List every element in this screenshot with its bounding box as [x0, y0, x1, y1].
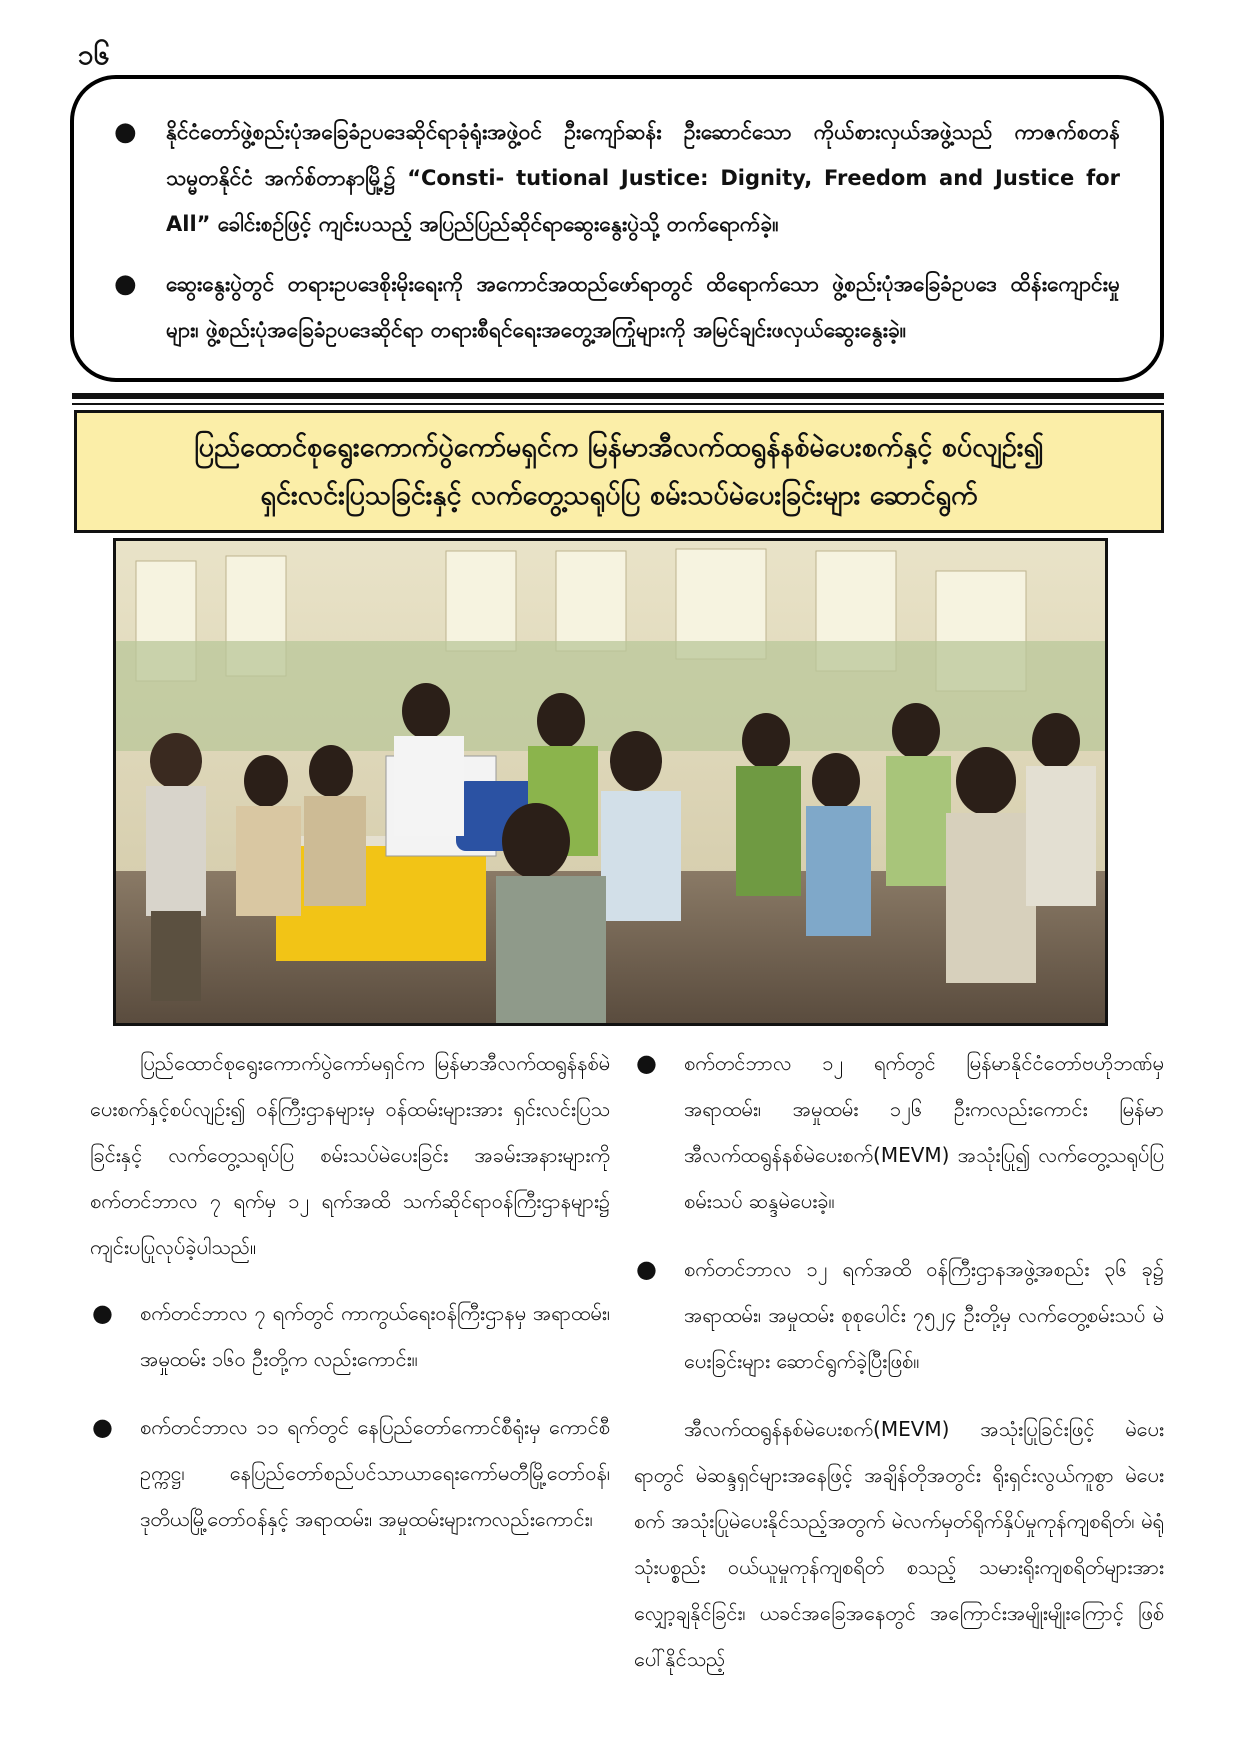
closing-paragraph: အီလက်ထရွန်နစ်မဲပေးစက်(MEVM) အသုံးပြုခြင်းဖြင့် မဲပေးရာတွင် မဲဆန္ဒရှင်များအနေဖြင့် အချိန်တိုအတွင်း ရိုးရှင်းလွယ်ကူစွာ မဲပေးစက် အသုံးပြုမဲပေးနိုင်သည့်အတွက် မဲလက်မှတ်ရိုက်နှိပ်မှုကုန်ကျစရိတ်၊ မဲရုံသုံးပစ္စည်း ဝယ်ယူမှုကုန်ကျစရိတ် စသည့် သမားရိုးကျစရိတ်များအား လျှော့ချနိုင်ခြင်း၊ ယခင်အခြေအနေတွင် အကြောင်းအမျိုးမျိုးကြောင့် ဖြစ်ပေါ်နိုင်သည့်: [634, 1417, 1164, 1671]
intro-paragraph: ပြည်ထောင်စုရွေးကောက်ပွဲကော်မရှင်က မြန်မာအီလက်ထရွန်နစ်မဲပေးစက်နှင့်စပ်လျဉ်း၍ ဝန်ကြီးဌာနများမှ ဝန်ထမ်းများအား ရှင်းလင်းပြသခြင်းနှင့် လက်တွေ့သရုပ်ပြ စမ်းသပ်မဲပေးခြင်း အခမ်းအနားများကို စက်တင်ဘာလ ၇ ရက်မှ ၁၂ ရက်အထိ သက်ဆိုင်ရာဝန်ကြီးဌာနများ၌ ကျင်းပပြုလုပ်ခဲ့ပါသည်။: [90, 1051, 610, 1259]
page-number: ၁၆: [78, 38, 110, 71]
bullet-icon: ●: [114, 269, 137, 299]
event-photo-illustration: [116, 541, 1105, 1023]
list-item: [90, 1290, 610, 1382]
right-column: [634, 1040, 1164, 1702]
notice-item: [114, 261, 1120, 353]
headline-line-2: ရှင်းလင်းပြသခြင်းနှင့် လက်တွေ့သရုပ်ပြ စမ်းသပ်မဲပေးခြင်းများ ဆောင်ရွက်: [260, 479, 978, 511]
list-item: [634, 1040, 1164, 1224]
notice-box: [70, 75, 1164, 382]
article-headline: [74, 410, 1164, 533]
bullet-icon: ●: [636, 1255, 657, 1283]
bullet-icon: ●: [114, 117, 137, 147]
notice-text: နိုင်ငံတော်ဖွဲ့စည်းပုံအခြေခံဥပဒေဆိုင်ရာခုံရုံးအဖွဲ့ဝင် ဦးကျော်ဆန်း ဦးဆောင်သော ကိုယ်စားလှယ်အဖွဲ့သည် ကာဇက်စတန်သမ္မတနိုင်ငံ အက်စ်တာနာမြို့၌ “Consti- tutional Justice: Dignity, Freedom and Justice for All” ခေါင်းစဉ်ဖြင့် ကျင်းပသည့် အပြည်ပြည်ဆိုင်ရာဆွေးနွေးပွဲသို့ တက်ရောက်ခဲ့။: [166, 120, 1120, 236]
bullet-icon: ●: [92, 1413, 113, 1441]
notice-item: [114, 109, 1120, 247]
divider-thin: [72, 403, 1164, 405]
notice-text: ဆွေးနွေးပွဲတွင် တရားဥပဒေစိုးမိုးရေးကို အကောင်အထည်ဖော်ရာတွင် ထိရောက်သော ဖွဲ့စည်းပုံအခြေခံဥပဒေ ထိန်းကျောင်းမှုများ၊ ဖွဲ့စည်းပုံအခြေခံဥပဒေဆိုင်ရာ တရားစီရင်ရေးအတွေ့အကြုံများကို အမြင်ချင်းဖလှယ်ဆွေးနွေးခဲ့။: [166, 272, 1120, 342]
list-item-text: စက်တင်ဘာလ ၇ ရက်တွင် ကာကွယ်ရေးဝန်ကြီးဌာနမှ အရာထမ်း၊ အမှုထမ်း ၁၆၀ ဦးတို့က လည်းကောင်း။: [140, 1301, 610, 1371]
headline-line-1: ပြည်ထောင်စုရွေးကောက်ပွဲကော်မရှင်က မြန်မာအီလက်ထရွန်နစ်မဲပေးစက်နှင့် စပ်လျဉ်း၍: [194, 431, 1044, 463]
left-column: [90, 1040, 610, 1564]
list-item-text: စက်တင်ဘာလ ၁၂ ရက်အထိ ဝန်ကြီးဌာနအဖွဲ့အစည်း ၃၆ ခု၌ အရာထမ်း၊ အမှုထမ်း စုစုပေါင်း ၇၅၂၄ ဦးတို့မှ လက်တွေ့စမ်းသပ် မဲပေးခြင်းများ ဆောင်ရွက်ခဲ့ပြီးဖြစ်။: [684, 1257, 1164, 1373]
article-photo: [113, 538, 1108, 1026]
list-item: [634, 1246, 1164, 1384]
list-item-text: စက်တင်ဘာလ ၁၂ ရက်တွင် မြန်မာနိုင်ငံတော်ဗဟိုဘဏ်မှ အရာထမ်း၊ အမှုထမ်း ၁၂၆ ဦးကလည်းကောင်း မြန်မာအီလက်ထရွန်နစ်မဲပေးစက်(MEVM) အသုံးပြု၍ လက်တွေ့သရုပ်ပြစမ်းသပ် ဆန္ဒမဲပေးခဲ့။: [684, 1051, 1164, 1213]
list-item-text: စက်တင်ဘာလ ၁၁ ရက်တွင် နေပြည်တော်ကောင်စီရုံးမှ ကောင်စီဥက္ကဋ္ဌ၊ နေပြည်တော်စည်ပင်သာယာရေးကော်မတီမြို့တော်ဝန်၊ ဒုတိယမြို့တော်ဝန်နှင့် အရာထမ်း၊ အမှုထမ်းများကလည်းကောင်း၊: [140, 1415, 610, 1531]
divider-thick: [72, 393, 1164, 399]
list-item: [90, 1404, 610, 1542]
bullet-icon: ●: [636, 1049, 657, 1077]
bullet-icon: ●: [92, 1299, 113, 1327]
